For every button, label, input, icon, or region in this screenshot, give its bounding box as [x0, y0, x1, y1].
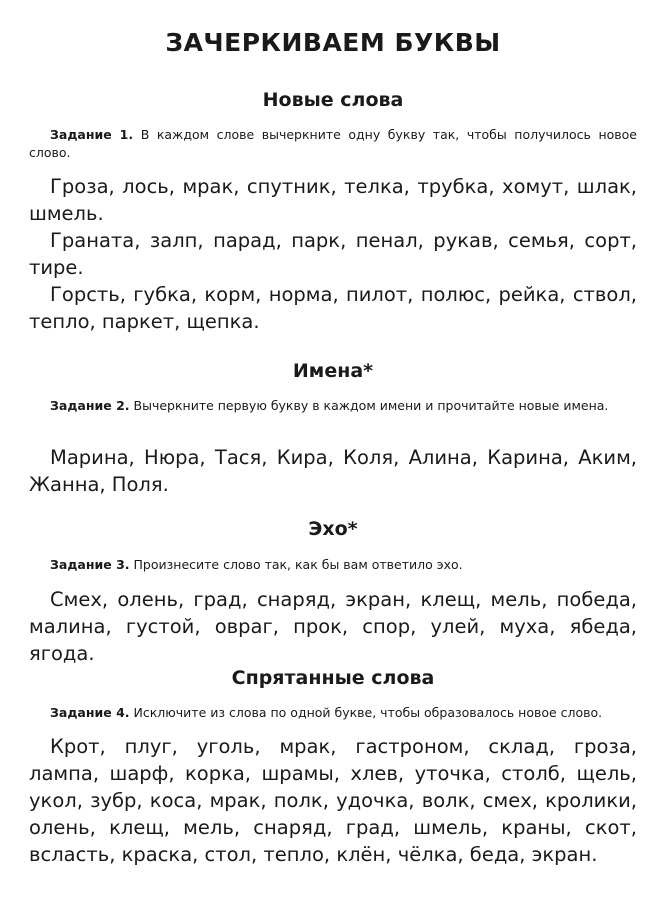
- task-4-instruction: [29, 704, 637, 722]
- task-3-text: Произнесите слово так, как бы вам ответило эхо.: [133, 557, 463, 572]
- task-4-label: Задание 4.: [50, 705, 130, 720]
- task-3-label: Задание 3.: [50, 557, 130, 572]
- task-1-text: В каждом слове вычеркните одну букву так, чтобы получилось новое слово.: [29, 127, 637, 160]
- task-2-word-list: [29, 444, 637, 498]
- section-heading-new-words: Новые слова: [262, 89, 404, 111]
- task-4-word-list: [29, 733, 637, 868]
- task-1-instruction: [29, 126, 637, 162]
- task-1-word-list: [29, 173, 637, 335]
- task-4-text: Исключите из слова по одной букве, чтобы образовалось новое слово.: [133, 705, 603, 720]
- task-2-instruction: [29, 397, 637, 415]
- task-3-instruction: [29, 556, 637, 574]
- section-heading-names: Имена*: [292, 360, 374, 382]
- page-title: ЗАЧЕРКИВАЕМ БУКВЫ: [165, 28, 501, 57]
- word-paragraph: Граната, залп, парад, парк, пенал, рукав, семья, сорт, тире.: [29, 229, 637, 279]
- word-paragraph: Горсть, губка, корм, норма, пилот, полюс, рейка, ствол, тепло, паркет, щепка.: [29, 283, 637, 333]
- word-paragraph: Крот, плуг, уголь, мрак, гастроном, склад, гроза, лампа, шарф, корка, шрамы, хлев, уточка, столб, щель, укол, зубр, коса, мрак, полк, удочка, волк, смех, кролики, олень, клещ, мель, снаряд, град, шмель, краны, скот, всласть, краска, стол, тепло, клён, чёлка, беда, экран.: [29, 735, 637, 866]
- task-3-word-list: [29, 586, 637, 667]
- section-heading-echo: Эхо*: [308, 518, 358, 540]
- word-paragraph: Марина, Нюра, Тася, Кира, Коля, Алина, Карина, Аким, Жанна, Поля.: [29, 446, 637, 496]
- task-1-label: Задание 1.: [50, 127, 134, 142]
- word-paragraph: Гроза, лось, мрак, спутник, телка, трубка, хомут, шлак, шмель.: [29, 175, 637, 225]
- word-paragraph: Смех, олень, град, снаряд, экран, клещ, мель, победа, малина, густой, овраг, прок, спор, улей, муха, ябеда, ягода.: [29, 588, 637, 665]
- section-heading-hidden-words: Спрятанные слова: [231, 667, 435, 689]
- task-2-text: Вычеркните первую букву в каждом имени и прочитайте новые имена.: [133, 398, 609, 413]
- task-2-label: Задание 2.: [50, 398, 130, 413]
